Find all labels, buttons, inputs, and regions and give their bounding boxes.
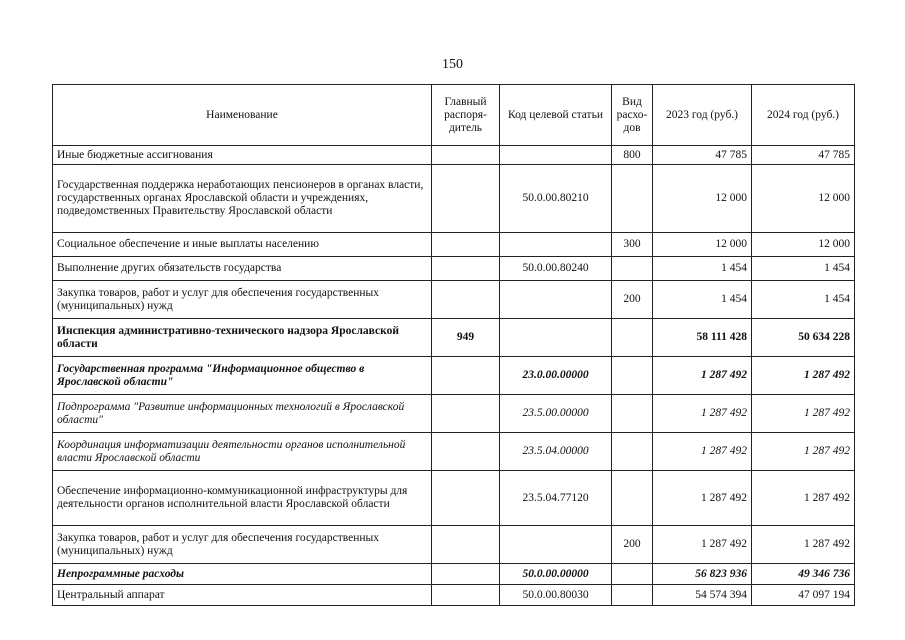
row-code: 50.0.00.80030 — [500, 585, 612, 606]
row-2024: 12 000 — [752, 233, 855, 257]
row-name: Центральный аппарат — [53, 585, 432, 606]
row-manager — [432, 585, 500, 606]
row-2024: 49 346 736 — [752, 564, 855, 585]
row-name: Государственная программа "Информационное общество в Ярославской области" — [53, 357, 432, 395]
row-code — [500, 233, 612, 257]
table-row — [53, 585, 855, 606]
row-name: Закупка товаров, работ и услуг для обеспечения государственных (муниципальных) нужд — [53, 281, 432, 319]
row-manager — [432, 165, 500, 233]
row-manager — [432, 281, 500, 319]
budget-table — [52, 84, 855, 606]
table-row — [53, 471, 855, 526]
row-manager: 949 — [432, 319, 500, 357]
row-2023: 12 000 — [653, 165, 752, 233]
row-name: Инспекция административно-технического надзора Ярославской области — [53, 319, 432, 357]
row-type — [612, 165, 653, 233]
table-row — [53, 357, 855, 395]
row-name: Непрограммные расходы — [53, 564, 432, 585]
header-expense-type: Вид расхо-дов — [612, 85, 653, 146]
page-number: 150 — [442, 57, 463, 72]
row-2023: 54 574 394 — [653, 585, 752, 606]
row-manager — [432, 564, 500, 585]
row-2024: 1 287 492 — [752, 395, 855, 433]
row-type — [612, 395, 653, 433]
row-2023: 1 287 492 — [653, 395, 752, 433]
table-row — [53, 165, 855, 233]
row-manager — [432, 526, 500, 564]
row-2024: 12 000 — [752, 165, 855, 233]
row-2023: 1 287 492 — [653, 471, 752, 526]
row-2024: 1 287 492 — [752, 526, 855, 564]
row-type — [612, 564, 653, 585]
row-manager — [432, 471, 500, 526]
table-row — [53, 564, 855, 585]
row-code: 50.0.00.00000 — [500, 564, 612, 585]
row-code: 23.5.04.77120 — [500, 471, 612, 526]
row-name: Координация информатизации деятельности органов исполнительной власти Ярославской области — [53, 433, 432, 471]
row-2024: 1 287 492 — [752, 433, 855, 471]
row-2024: 47 097 194 — [752, 585, 855, 606]
row-2024: 1 287 492 — [752, 471, 855, 526]
row-code: 23.5.04.00000 — [500, 433, 612, 471]
row-2024: 1 454 — [752, 257, 855, 281]
row-2023: 56 823 936 — [653, 564, 752, 585]
row-2023: 1 454 — [653, 281, 752, 319]
row-2023: 1 287 492 — [653, 433, 752, 471]
row-name: Социальное обеспечение и иные выплаты населению — [53, 233, 432, 257]
header-name: Наименование — [53, 85, 432, 146]
table-header-row — [53, 85, 855, 146]
row-2024: 47 785 — [752, 146, 855, 165]
row-name: Иные бюджетные ассигнования — [53, 146, 432, 165]
row-2023: 1 287 492 — [653, 357, 752, 395]
row-type — [612, 471, 653, 526]
header-year-2023: 2023 год (руб.) — [653, 85, 752, 146]
row-manager — [432, 257, 500, 281]
row-manager — [432, 146, 500, 165]
row-name: Обеспечение информационно-коммуникационной инфраструктуры для деятельности органов исполнительной власти Ярославской области — [53, 471, 432, 526]
row-type — [612, 257, 653, 281]
table-row — [53, 395, 855, 433]
row-type — [612, 319, 653, 357]
row-name: Государственная поддержка неработающих пенсионеров в органах власти, государственных органах Ярославской области и учреждениях, подведомственных Правительству Ярославской области — [53, 165, 432, 233]
row-2024: 1 454 — [752, 281, 855, 319]
row-code: 23.5.00.00000 — [500, 395, 612, 433]
row-name: Выполнение других обязательств государства — [53, 257, 432, 281]
header-year-2024: 2024 год (руб.) — [752, 85, 855, 146]
row-type: 200 — [612, 281, 653, 319]
table-row — [53, 257, 855, 281]
row-type: 200 — [612, 526, 653, 564]
table-row — [53, 281, 855, 319]
header-target-code: Код целевой статьи — [500, 85, 612, 146]
row-name: Подпрограмма "Развитие информационных технологий в Ярославской области" — [53, 395, 432, 433]
row-code: 50.0.00.80210 — [500, 165, 612, 233]
row-2023: 1 287 492 — [653, 526, 752, 564]
row-type — [612, 357, 653, 395]
row-code: 50.0.00.80240 — [500, 257, 612, 281]
row-name: Закупка товаров, работ и услуг для обеспечения государственных (муниципальных) нужд — [53, 526, 432, 564]
row-type — [612, 585, 653, 606]
row-manager — [432, 395, 500, 433]
row-type — [612, 433, 653, 471]
row-type: 800 — [612, 146, 653, 165]
table-row — [53, 526, 855, 564]
row-type: 300 — [612, 233, 653, 257]
row-code — [500, 526, 612, 564]
table-row — [53, 146, 855, 165]
row-code: 23.0.00.00000 — [500, 357, 612, 395]
row-2023: 58 111 428 — [653, 319, 752, 357]
row-2023: 1 454 — [653, 257, 752, 281]
table-row — [53, 433, 855, 471]
row-manager — [432, 357, 500, 395]
row-2023: 47 785 — [653, 146, 752, 165]
row-2023: 12 000 — [653, 233, 752, 257]
table-row — [53, 319, 855, 357]
table-row — [53, 233, 855, 257]
row-code — [500, 281, 612, 319]
header-manager: Главный распоря-дитель — [432, 85, 500, 146]
row-manager — [432, 433, 500, 471]
row-2024: 50 634 228 — [752, 319, 855, 357]
row-2024: 1 287 492 — [752, 357, 855, 395]
row-code — [500, 319, 612, 357]
row-manager — [432, 233, 500, 257]
row-code — [500, 146, 612, 165]
